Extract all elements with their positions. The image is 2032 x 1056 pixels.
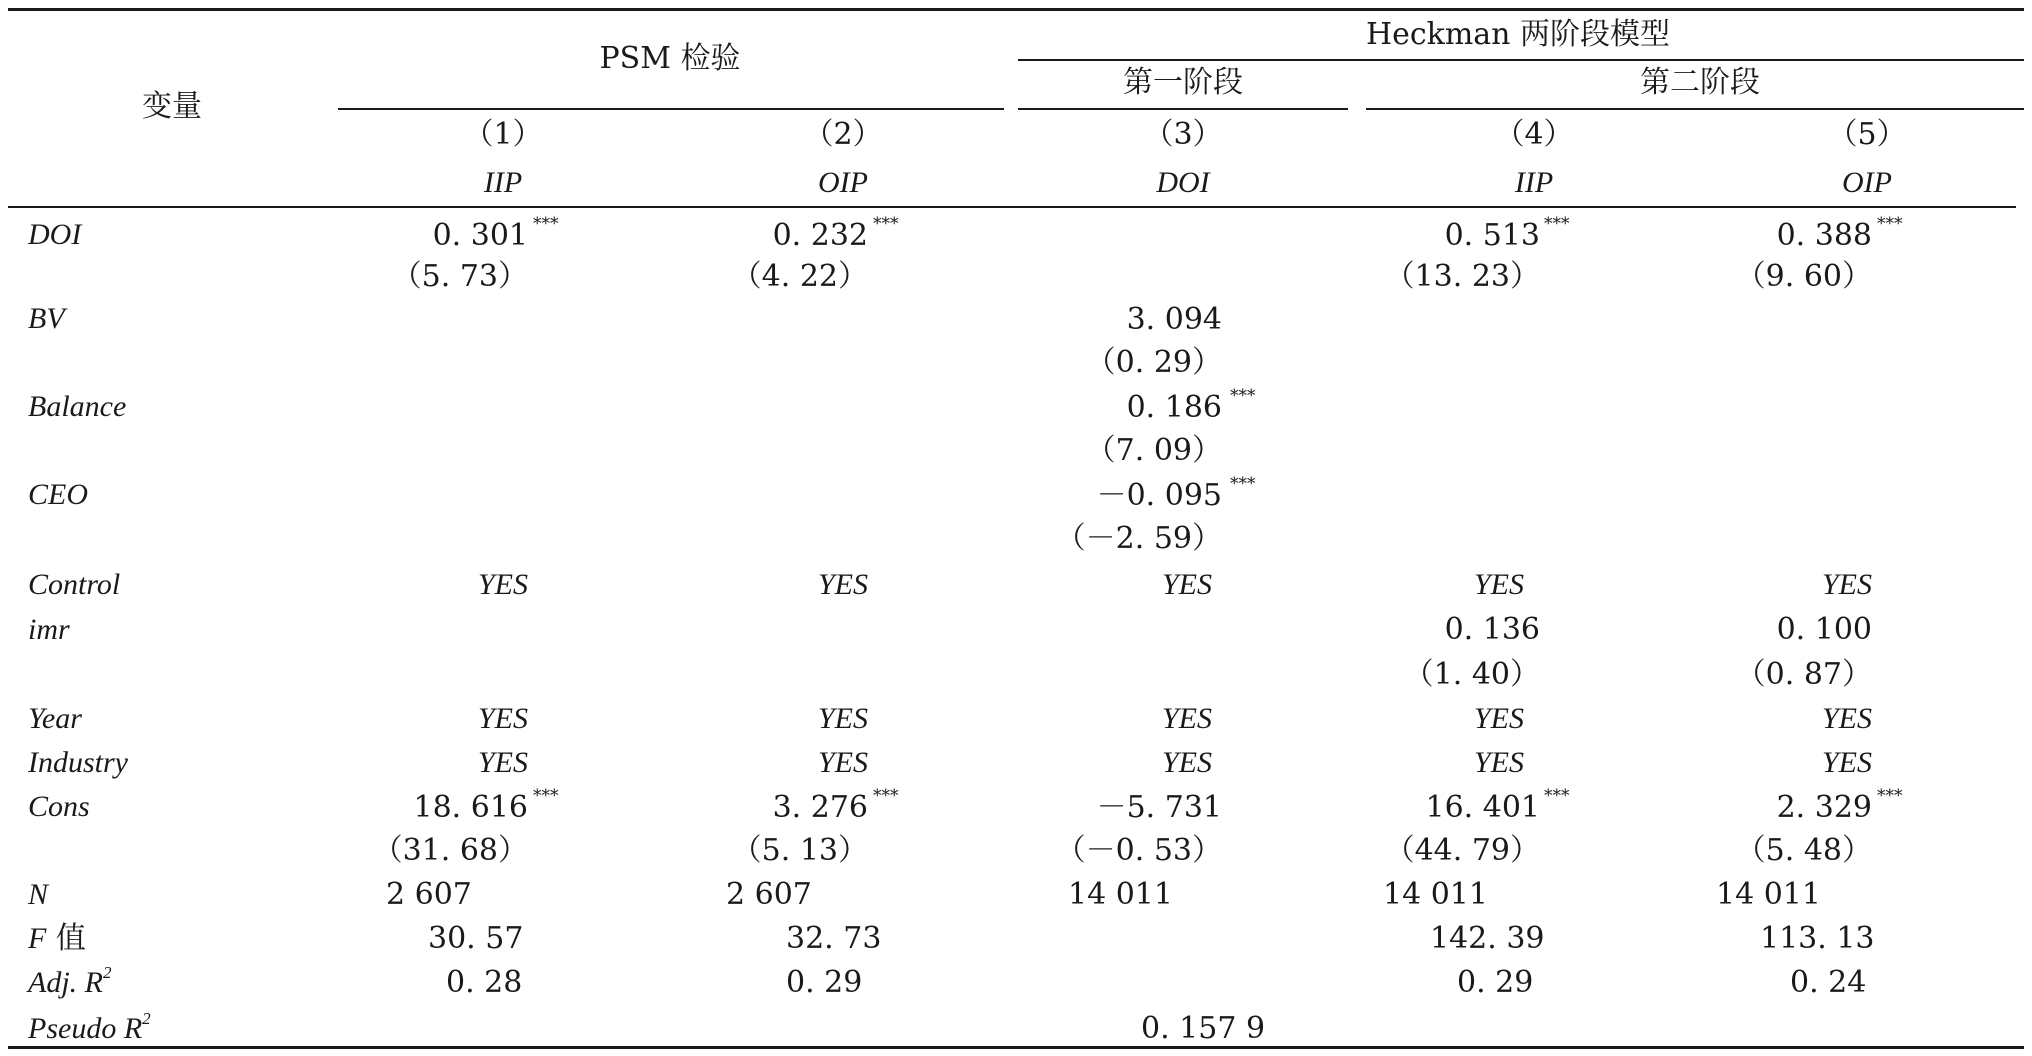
doi-col1-sig: *** bbox=[533, 214, 559, 234]
row-label-adj-r2-text: Adj. R bbox=[28, 966, 103, 999]
industry-col4: YES bbox=[1473, 746, 1524, 779]
doi-col5-sig: *** bbox=[1877, 214, 1903, 234]
imr-col4-coef: 0. 136 bbox=[1444, 612, 1540, 647]
stage1-underline bbox=[1018, 108, 1348, 110]
industry-col2: YES bbox=[817, 746, 868, 779]
cons-col5-coef: 2. 329 bbox=[1776, 790, 1872, 825]
imr-col5-coef: 0. 100 bbox=[1776, 612, 1872, 647]
industry-col1: YES bbox=[477, 746, 528, 779]
col-5-number: （5） bbox=[1827, 117, 1907, 152]
n-col2: 2 607 bbox=[726, 877, 812, 912]
row-label-f bbox=[28, 921, 86, 956]
row-label-pseudo-r2-sup: 2 bbox=[142, 1009, 151, 1028]
row-label-balance: Balance bbox=[28, 390, 127, 423]
control-col5: YES bbox=[1821, 568, 1872, 601]
n-col3: 14 011 bbox=[1068, 877, 1173, 912]
n-col1: 2 607 bbox=[386, 877, 472, 912]
year-col1: YES bbox=[477, 702, 528, 735]
row-label-f-symbol: F bbox=[28, 922, 47, 955]
cons-col2-sig: *** bbox=[873, 786, 899, 806]
n-col5: 14 011 bbox=[1716, 877, 1821, 912]
row-label-n: N bbox=[28, 878, 49, 911]
doi-col4-tstat: （13. 23） bbox=[1384, 259, 1540, 294]
col-3-variable: DOI bbox=[1156, 166, 1210, 199]
industry-col3: YES bbox=[1161, 746, 1212, 779]
control-col2: YES bbox=[817, 568, 868, 601]
heckman-header: Heckman 两阶段模型 bbox=[1365, 17, 1671, 52]
col-2-number: （2） bbox=[803, 117, 883, 152]
f-col4: 142. 39 bbox=[1430, 921, 1545, 956]
bv-col3-coef: 3. 094 bbox=[1126, 302, 1222, 337]
row-label-industry: Industry bbox=[28, 746, 128, 779]
year-col3: YES bbox=[1161, 702, 1212, 735]
psm-underline bbox=[338, 108, 1004, 110]
imr-col4-tstat: （1. 40） bbox=[1403, 657, 1540, 692]
row-label-control: Control bbox=[28, 568, 121, 601]
cons-col4-tstat: （44. 79） bbox=[1384, 833, 1540, 868]
variable-header: 变量 bbox=[142, 89, 202, 124]
year-col4: YES bbox=[1473, 702, 1524, 735]
table-top-rule bbox=[8, 8, 2024, 11]
col-4-number: （4） bbox=[1494, 117, 1574, 152]
row-label-pseudo-r2-text: Pseudo R bbox=[28, 1012, 143, 1045]
adjr2-col2: 0. 29 bbox=[786, 965, 863, 1000]
ceo-col3-coef: －0. 095 bbox=[1096, 478, 1222, 513]
col-1-number: （1） bbox=[463, 117, 543, 152]
control-col3: YES bbox=[1161, 568, 1212, 601]
adjr2-col5: 0. 24 bbox=[1790, 965, 1867, 1000]
control-col1: YES bbox=[477, 568, 528, 601]
cons-col4-sig: *** bbox=[1544, 786, 1570, 806]
balance-col3-tstat: （7. 09） bbox=[1085, 433, 1222, 468]
cons-col1-tstat: （31. 68） bbox=[372, 833, 528, 868]
imr-col5-tstat: （0. 87） bbox=[1735, 657, 1872, 692]
cons-col1-coef: 18. 616 bbox=[413, 790, 528, 825]
doi-col2-tstat: （4. 22） bbox=[731, 259, 868, 294]
cons-col1-sig: *** bbox=[533, 786, 559, 806]
ceo-col3-sig: *** bbox=[1230, 474, 1256, 494]
year-col2: YES bbox=[817, 702, 868, 735]
doi-col1-tstat: （5. 73） bbox=[391, 259, 528, 294]
row-label-ceo: CEO bbox=[28, 478, 88, 511]
adjr2-col1: 0. 28 bbox=[446, 965, 523, 1000]
cons-col2-tstat: （5. 13） bbox=[731, 833, 868, 868]
cons-col3-coef: －5. 731 bbox=[1096, 790, 1222, 825]
heckman-underline bbox=[1018, 59, 2024, 61]
row-label-adj-r2 bbox=[28, 963, 112, 999]
doi-col1-coef: 0. 301 bbox=[432, 218, 528, 253]
row-label-adj-r2-sup: 2 bbox=[103, 963, 112, 982]
stage2-underline bbox=[1366, 108, 2024, 110]
doi-col2-coef: 0. 232 bbox=[772, 218, 868, 253]
col-2-variable: OIP bbox=[818, 166, 868, 199]
cons-col5-sig: *** bbox=[1877, 786, 1903, 806]
doi-col4-coef: 0. 513 bbox=[1444, 218, 1540, 253]
pseudor2-col3: 0. 157 9 bbox=[1141, 1011, 1266, 1046]
doi-col5-tstat: （9. 60） bbox=[1735, 259, 1872, 294]
balance-col3-sig: *** bbox=[1230, 386, 1256, 406]
cons-col5-tstat: （5. 48） bbox=[1735, 833, 1872, 868]
bv-col3-tstat: （0. 29） bbox=[1085, 345, 1222, 380]
stage2-header: 第二阶段 bbox=[1640, 65, 1760, 100]
stage1-header: 第一阶段 bbox=[1123, 65, 1243, 100]
doi-col2-sig: *** bbox=[873, 214, 899, 234]
col-1-variable: IIP bbox=[483, 166, 523, 199]
adjr2-col4: 0. 29 bbox=[1457, 965, 1534, 1000]
row-label-f-suffix: 值 bbox=[55, 921, 86, 956]
row-label-imr: imr bbox=[28, 613, 70, 646]
row-label-pseudo-r2 bbox=[28, 1009, 151, 1045]
psm-header: PSM 检验 bbox=[599, 41, 741, 76]
f-col1: 30. 57 bbox=[428, 921, 524, 956]
n-col4: 14 011 bbox=[1383, 877, 1488, 912]
balance-col3-coef: 0. 186 bbox=[1126, 390, 1222, 425]
ceo-col3-tstat: （－2. 59） bbox=[1055, 521, 1222, 556]
header-bottom-rule bbox=[8, 206, 2016, 208]
industry-col5: YES bbox=[1821, 746, 1872, 779]
row-label-bv: BV bbox=[28, 302, 65, 335]
col-5-variable: OIP bbox=[1842, 166, 1892, 199]
cons-col3-tstat: （－0. 53） bbox=[1055, 833, 1222, 868]
row-label-year: Year bbox=[28, 702, 82, 735]
cons-col2-coef: 3. 276 bbox=[772, 790, 868, 825]
cons-col4-coef: 16. 401 bbox=[1425, 790, 1540, 825]
control-col4: YES bbox=[1473, 568, 1524, 601]
row-label-doi: DOI bbox=[28, 218, 82, 251]
col-3-number: （3） bbox=[1143, 117, 1223, 152]
table-bottom-rule bbox=[8, 1046, 2024, 1049]
doi-col5-coef: 0. 388 bbox=[1776, 218, 1872, 253]
row-label-cons: Cons bbox=[28, 790, 90, 823]
f-col2: 32. 73 bbox=[786, 921, 882, 956]
year-col5: YES bbox=[1821, 702, 1872, 735]
doi-col4-sig: *** bbox=[1544, 214, 1570, 234]
f-col5: 113. 13 bbox=[1760, 921, 1875, 956]
col-4-variable: IIP bbox=[1514, 166, 1554, 199]
